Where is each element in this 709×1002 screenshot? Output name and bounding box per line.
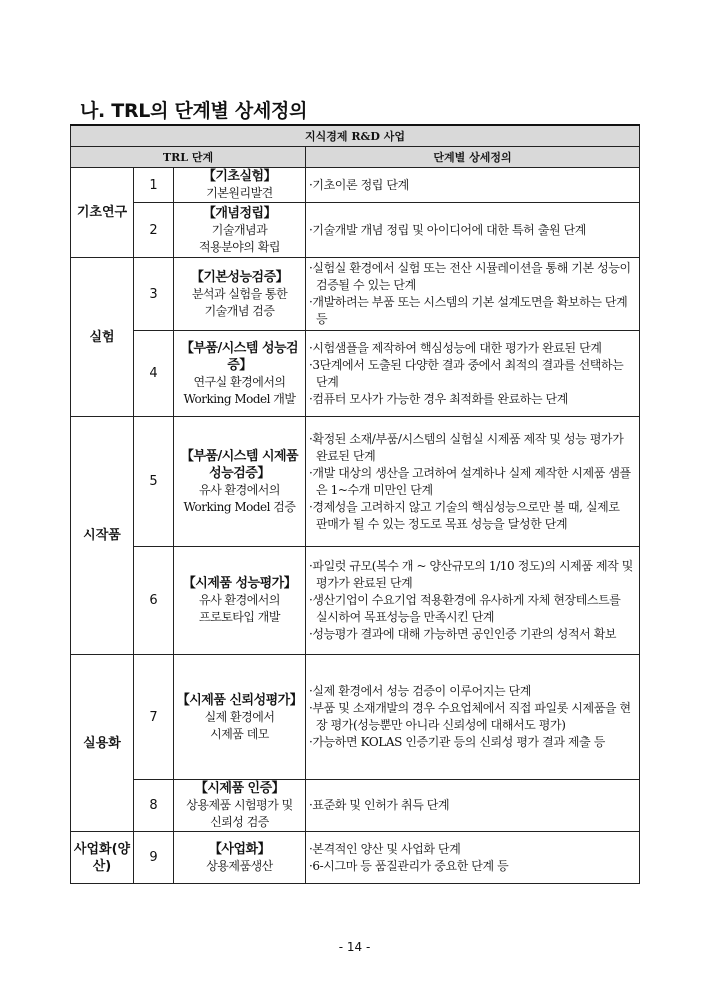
trl-level-name [174, 655, 306, 780]
trl-level-number: 9 [134, 832, 174, 884]
trl-level-name [174, 203, 306, 258]
trl-level-name [174, 258, 306, 331]
description-item: · 생산기업이 수요기업 적용환경에 유사하게 자체 현장테스트를 실시하여 목표성능을 만족시킨 단계 [309, 592, 633, 626]
trl-level-number: 7 [134, 655, 174, 780]
category-commercial: 사업화(양산) [71, 832, 134, 884]
description-item: · 부품 및 소재개발의 경우 수요업체에서 직접 파일롯 시제품을 현장 평가(성능뿐만 아니라 신뢰성에 대해서도 평가) [309, 700, 633, 734]
description-item: · 실제 환경에서 성능 검증이 이루어지는 단계 [309, 683, 633, 700]
trl-level-name [174, 331, 306, 417]
category-prototype: 시작품 [71, 417, 134, 655]
trl-level-description [306, 168, 640, 203]
table-row [71, 203, 640, 258]
trl-level-number: 1 [134, 168, 174, 203]
table-row [71, 780, 640, 832]
trl-level-subtitle: 적용분야의 확립 [199, 239, 280, 254]
trl-level-description [306, 258, 640, 331]
table-row [71, 331, 640, 417]
category-basic: 기초연구 [71, 168, 134, 258]
description-item: · 3단계에서 도출된 다양한 결과 중에서 최적의 결과를 선택하는 단계 [309, 357, 633, 391]
trl-level-number: 8 [134, 780, 174, 832]
description-item: · 개발하려는 부품 또는 시스템의 기본 설계도면을 확보하는 단계 등 [309, 294, 633, 328]
trl-level-number: 2 [134, 203, 174, 258]
trl-level-title: 【시제품 인증】 [194, 781, 285, 796]
trl-level-description [306, 780, 640, 832]
description-item: · 기술개발 개념 정립 및 아이디어에 대한 특허 출원 단계 [309, 222, 633, 239]
column-header-description: 단계별 상세정의 [306, 147, 640, 168]
description-item: · 개발 대상의 생산을 고려하여 설계하나 실제 제작한 시제품 샘플은 1~수개 미만인 단계 [309, 465, 633, 499]
trl-level-subtitle: Working Model 검증 [183, 499, 296, 514]
trl-level-description [306, 417, 640, 547]
trl-level-name [174, 547, 306, 655]
category-experiment: 실험 [71, 258, 134, 417]
trl-level-name [174, 832, 306, 884]
trl-level-description [306, 331, 640, 417]
trl-level-number: 6 [134, 547, 174, 655]
trl-level-title: 【부품/시스템 성능검증】 [180, 340, 299, 373]
trl-level-subtitle: 분석과 실험을 통한 [191, 286, 288, 301]
description-item: · 경제성을 고려하지 않고 기술의 핵심성능으로만 볼 때, 실제로 판매가 될 수 있는 정도로 목표 성능을 달성한 단계 [309, 499, 633, 533]
table-row [71, 655, 640, 780]
trl-level-number: 4 [134, 331, 174, 417]
trl-level-subtitle: 연구실 환경에서의 [193, 374, 286, 389]
description-item: · 성능평가 결과에 대해 가능하면 공인인증 기관의 성적서 확보 [309, 626, 633, 643]
trl-level-description [306, 655, 640, 780]
table-row [71, 547, 640, 655]
description-item: · 실험실 환경에서 실험 또는 전산 시뮬레이션을 통해 기본 성능이 검증될 수 있는 단계 [309, 260, 633, 294]
trl-level-number: 5 [134, 417, 174, 547]
trl-level-title: 【사업화】 [208, 841, 271, 857]
description-item: · 시험샘플을 제작하여 핵심성능에 대한 평가가 완료된 단계 [309, 340, 633, 357]
trl-level-subtitle: 유사 환경에서의 [199, 482, 280, 497]
section-heading: 나. TRL의 단계별 상세정의 [80, 100, 308, 122]
trl-level-subtitle: Working Model 개발 [183, 391, 296, 406]
trl-level-title: 【시제품 신뢰성평가】 [176, 692, 303, 708]
description-item: · 가능하면 KOLAS 인증기관 등의 신뢰성 평가 결과 제출 등 [309, 734, 633, 751]
trl-level-title: 【시제품 성능평가】 [182, 576, 297, 591]
trl-table [70, 124, 640, 884]
table-row [71, 168, 640, 203]
trl-level-subtitle: 기술개념 검증 [204, 303, 275, 318]
description-item: · 본격적인 양산 및 사업화 단계 [309, 841, 633, 858]
description-item: · 확정된 소재/부품/시스템의 실험실 시제품 제작 및 성능 평가가 완료된 단계 [309, 431, 633, 465]
trl-level-number: 3 [134, 258, 174, 331]
trl-level-description [306, 203, 640, 258]
page-number: - 14 - [338, 940, 371, 954]
trl-level-title: 【기본성능검증】 [190, 269, 289, 285]
trl-level-subtitle: 시제품 데모 [210, 726, 269, 741]
table-row [71, 258, 640, 331]
trl-level-subtitle: 프로토타입 개발 [199, 610, 280, 624]
trl-level-name [174, 168, 306, 203]
trl-level-subtitle: 신뢰성 검증 [210, 815, 269, 829]
category-practical: 실용화 [71, 655, 134, 832]
description-item: · 표준화 및 인허가 취득 단계 [309, 797, 633, 814]
table-row [71, 417, 640, 547]
trl-level-subtitle: 실제 환경에서 [204, 709, 275, 724]
table-top-header: 지식경제 R&D 사업 [71, 125, 640, 147]
description-item: · 컴퓨터 모사가 가능한 경우 최적화를 완료하는 단계 [309, 391, 633, 408]
trl-level-subtitle: 유사 환경에서의 [199, 593, 280, 607]
trl-level-description [306, 832, 640, 884]
description-item: · 파일럿 규모(복수 개 ~ 양산규모의 1/10 정도)의 시제품 제작 및 평가가 완료된 단계 [309, 558, 633, 592]
trl-level-title: 【기초실험】 [202, 169, 277, 184]
table-row [71, 832, 640, 884]
trl-level-name [174, 417, 306, 547]
trl-level-subtitle: 기술개념과 [211, 222, 268, 237]
description-item: · 6-시그마 등 품질관리가 중요한 단계 등 [309, 858, 633, 875]
trl-level-title: 【개념정립】 [202, 205, 277, 221]
trl-level-name [174, 780, 306, 832]
trl-level-subtitle: 기본원리발견 [206, 186, 273, 200]
column-header-trl: TRL 단계 [71, 147, 306, 168]
trl-level-subtitle: 상용제품생산 [206, 858, 273, 873]
trl-level-subtitle: 상용제품 시험평가 및 [186, 798, 293, 812]
trl-level-title: 【부품/시스템 시제품 성능검증】 [180, 448, 299, 481]
description-item: · 기초이론 정립 단계 [309, 177, 633, 194]
trl-level-description [306, 547, 640, 655]
